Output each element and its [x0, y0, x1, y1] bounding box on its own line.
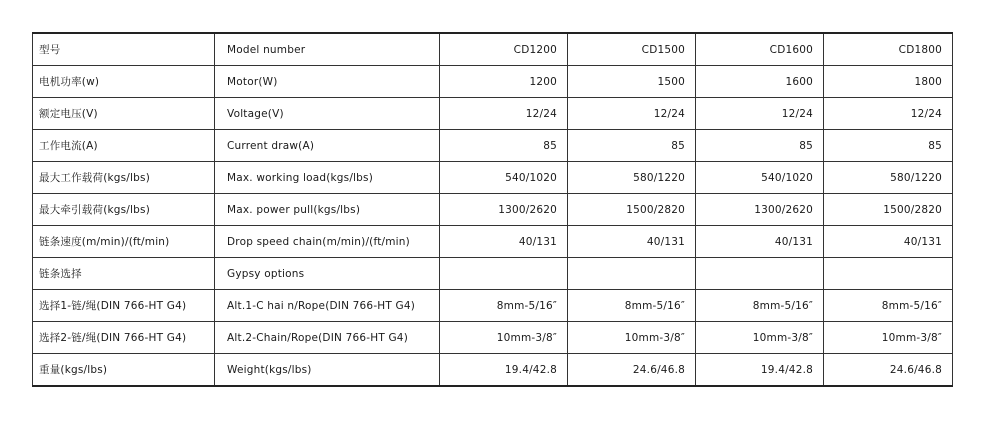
spec-table: [32, 32, 953, 387]
value-cell: [568, 258, 696, 290]
row-label-chinese: 链条选择: [33, 258, 215, 290]
row-label-english: Current draw(A): [215, 130, 440, 162]
value-cell: 12/24: [440, 98, 568, 130]
value-cell: 19.4/42.8: [440, 354, 568, 387]
row-label-chinese: 电机功率(w): [33, 66, 215, 98]
table-row: [33, 322, 953, 354]
table-row: [33, 354, 953, 387]
value-cell: CD1200: [440, 33, 568, 66]
value-cell: 8mm-5/16″: [824, 290, 953, 322]
value-cell: 10mm-3/8″: [440, 322, 568, 354]
value-cell: 24.6/46.8: [824, 354, 953, 387]
row-label-english: Model number: [215, 33, 440, 66]
row-label-english: Weight(kgs/lbs): [215, 354, 440, 387]
table-row: [33, 226, 953, 258]
value-cell: 85: [568, 130, 696, 162]
value-cell: 85: [696, 130, 824, 162]
table-row: [33, 258, 953, 290]
row-label-english: Alt.1-C hai n/Rope(DIN 766-HT G4): [215, 290, 440, 322]
row-label-chinese: 最大牵引载荷(kgs/lbs): [33, 194, 215, 226]
row-label-chinese: 选择2-链/绳(DIN 766-HT G4): [33, 322, 215, 354]
row-label-english: Max. power pull(kgs/lbs): [215, 194, 440, 226]
value-cell: 10mm-3/8″: [568, 322, 696, 354]
table-row: [33, 98, 953, 130]
value-cell: 1500: [568, 66, 696, 98]
row-label-english: Alt.2-Chain/Rope(DIN 766-HT G4): [215, 322, 440, 354]
row-label-chinese: 重量(kgs/lbs): [33, 354, 215, 387]
value-cell: [440, 258, 568, 290]
row-label-chinese: 型号: [33, 33, 215, 66]
value-cell: 10mm-3/8″: [696, 322, 824, 354]
value-cell: 85: [824, 130, 953, 162]
table-row: [33, 33, 953, 66]
row-label-english: Drop speed chain(m/min)/(ft/min): [215, 226, 440, 258]
value-cell: 85: [440, 130, 568, 162]
value-cell: 1600: [696, 66, 824, 98]
value-cell: 12/24: [568, 98, 696, 130]
spec-table-body: [33, 33, 953, 386]
value-cell: [696, 258, 824, 290]
value-cell: 12/24: [824, 98, 953, 130]
row-label-english: Voltage(V): [215, 98, 440, 130]
value-cell: 1300/2620: [440, 194, 568, 226]
row-label-chinese: 额定电压(V): [33, 98, 215, 130]
value-cell: CD1800: [824, 33, 953, 66]
value-cell: 1300/2620: [696, 194, 824, 226]
value-cell: 40/131: [696, 226, 824, 258]
value-cell: 1500/2820: [824, 194, 953, 226]
value-cell: 40/131: [440, 226, 568, 258]
value-cell: [824, 258, 953, 290]
value-cell: 10mm-3/8″: [824, 322, 953, 354]
value-cell: 40/131: [824, 226, 953, 258]
table-row: [33, 162, 953, 194]
row-label-english: Motor(W): [215, 66, 440, 98]
row-label-chinese: 工作电流(A): [33, 130, 215, 162]
value-cell: 24.6/46.8: [568, 354, 696, 387]
value-cell: 8mm-5/16″: [568, 290, 696, 322]
value-cell: 8mm-5/16″: [440, 290, 568, 322]
value-cell: CD1500: [568, 33, 696, 66]
table-row: [33, 194, 953, 226]
value-cell: CD1600: [696, 33, 824, 66]
value-cell: 540/1020: [696, 162, 824, 194]
table-row: [33, 290, 953, 322]
value-cell: 8mm-5/16″: [696, 290, 824, 322]
row-label-chinese: 链条速度(m/min)/(ft/min): [33, 226, 215, 258]
value-cell: 1800: [824, 66, 953, 98]
row-label-english: Gypsy options: [215, 258, 440, 290]
value-cell: 1200: [440, 66, 568, 98]
row-label-chinese: 选择1-链/绳(DIN 766-HT G4): [33, 290, 215, 322]
value-cell: 12/24: [696, 98, 824, 130]
row-label-english: Max. working load(kgs/lbs): [215, 162, 440, 194]
value-cell: 40/131: [568, 226, 696, 258]
table-row: [33, 66, 953, 98]
row-label-chinese: 最大工作载荷(kgs/lbs): [33, 162, 215, 194]
value-cell: 580/1220: [568, 162, 696, 194]
value-cell: 19.4/42.8: [696, 354, 824, 387]
value-cell: 1500/2820: [568, 194, 696, 226]
value-cell: 580/1220: [824, 162, 953, 194]
table-row: [33, 130, 953, 162]
value-cell: 540/1020: [440, 162, 568, 194]
